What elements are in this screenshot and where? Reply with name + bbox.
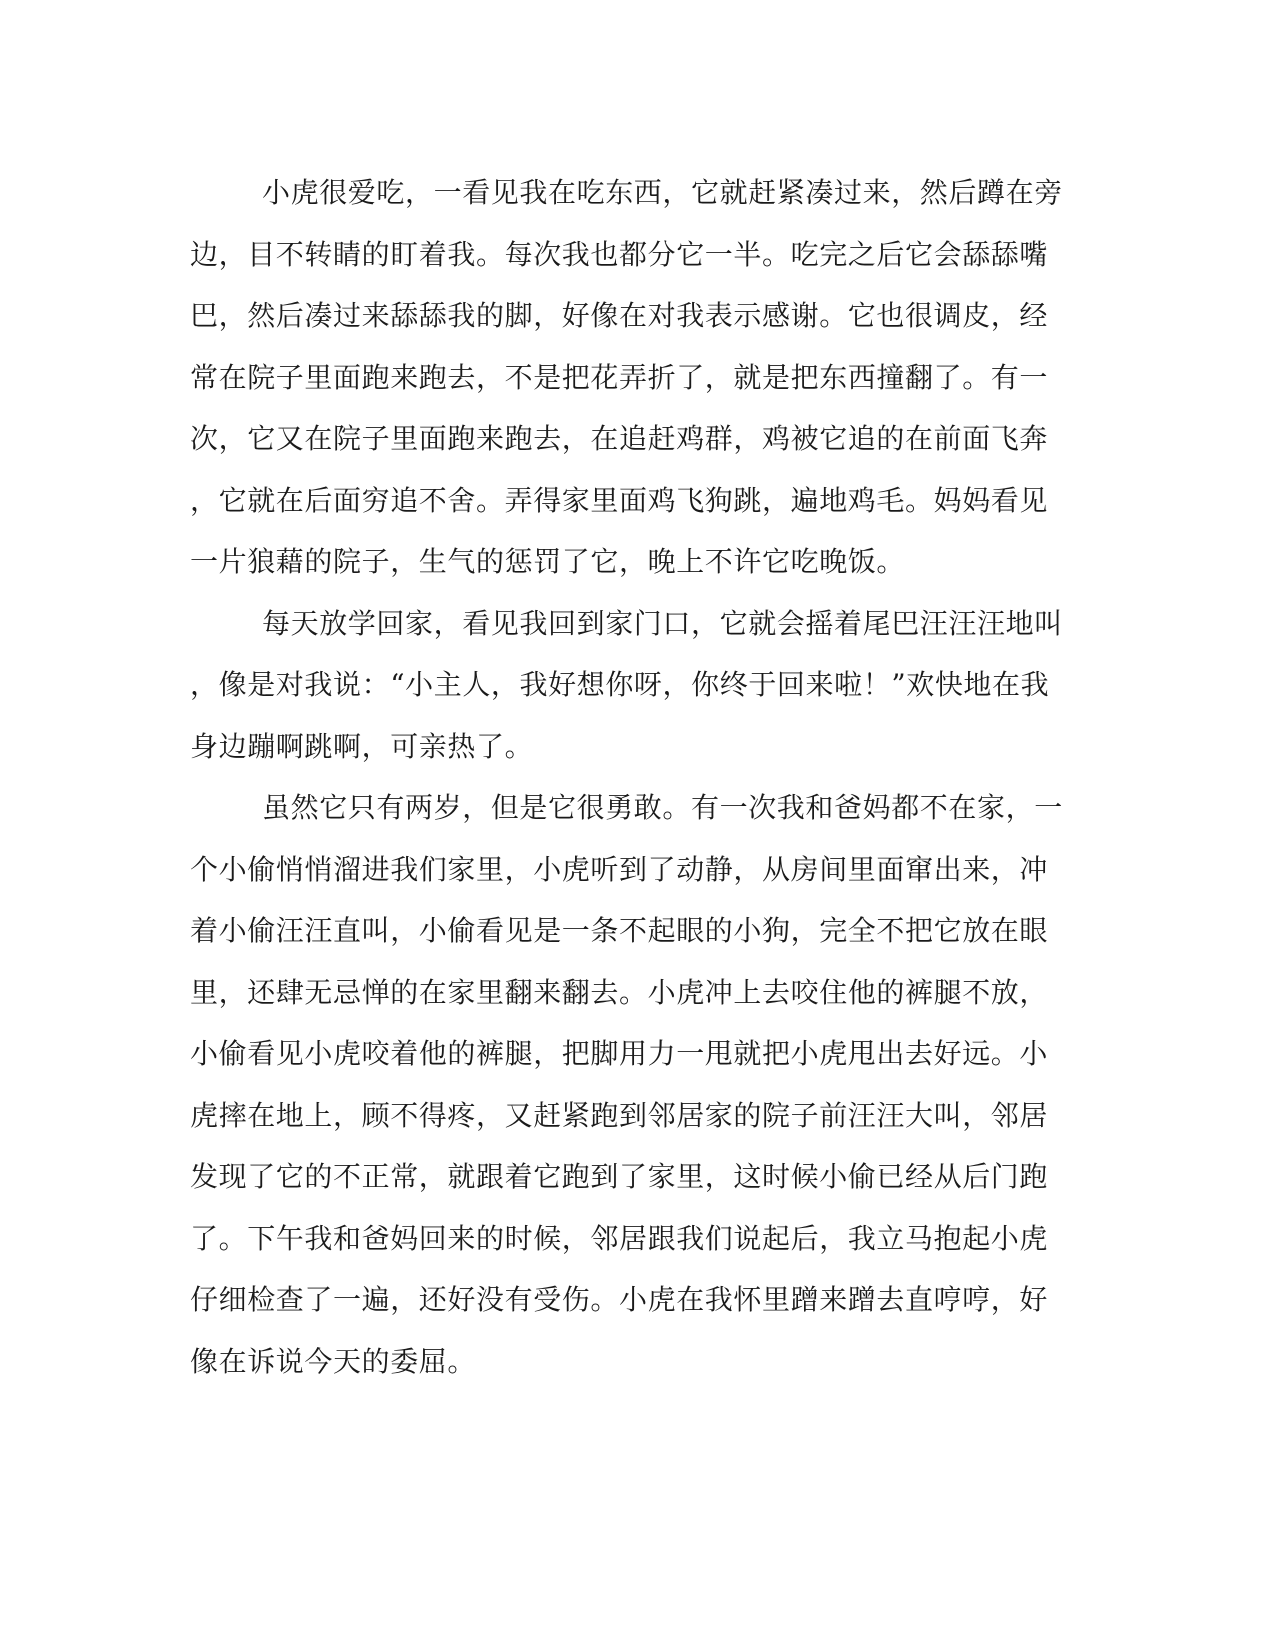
text-line: 小偷看见小虎咬着他的裤腿，把脚用力一甩就把小虎甩出去好远。小 [190, 1037, 1049, 1070]
text-line: 发现了它的不正常，就跟着它跑到了家里，这时候小偷已经从后门跑 [190, 1160, 1049, 1193]
text-line: 一片狼藉的院子，生气的惩罚了它，晚上不许它吃晚饭。 [190, 545, 906, 578]
text-line: 仔细检查了一遍，还好没有受伤。小虎在我怀里蹭来蹭去直哼哼，好 [190, 1283, 1049, 1316]
text-line: 着小偷汪汪直叫，小偷看见是一条不起眼的小狗，完全不把它放在眼 [190, 914, 1049, 947]
paragraph-3 [190, 777, 1070, 1392]
text-line: 边，目不转睛的盯着我。每次我也都分它一半。吃完之后它会舔舔嘴 [190, 237, 1049, 271]
text-line: 小虎很爱吃，一看见我在吃东西，它就赶紧凑过来，然后蹲在旁 [262, 176, 1063, 209]
text-line: 里，还肆无忌惮的在家里翻来翻去。小虎冲上去咬住他的裤腿不放， [190, 975, 1049, 1009]
document-body [190, 162, 1070, 1392]
paragraph-2 [190, 593, 1070, 778]
text-line: ，它就在后面穷追不舍。弄得家里面鸡飞狗跳，遍地鸡毛。妈妈看见 [190, 483, 1049, 517]
text-line: ，像是对我说：“小主人，我好想你呀，你终于回来啦！”欢快地在我 [190, 668, 1050, 701]
text-line: 常在院子里面跑来跑去，不是把花弄折了，就是把东西撞翻了。有一 [190, 360, 1049, 394]
text-line: 个小偷悄悄溜进我们家里，小虎听到了动静，从房间里面窜出来，冲 [190, 852, 1049, 886]
text-line: 像在诉说今天的委屈。 [190, 1344, 477, 1378]
text-line: 身边蹦啊跳啊，可亲热了。 [190, 729, 534, 763]
text-line: 次，它又在院子里面跑来跑去，在追赶鸡群，鸡被它追的在前面飞奔 [190, 422, 1049, 455]
text-line: 了。下午我和爸妈回来的时候，邻居跟我们说起后，我立马抱起小虎 [190, 1221, 1049, 1255]
text-line: 虎摔在地上，顾不得疼，又赶紧跑到邻居家的院子前汪汪大叫，邻居 [190, 1098, 1049, 1132]
text-line: 巴，然后凑过来舔舔我的脚，好像在对我表示感谢。它也很调皮，经 [190, 299, 1049, 332]
paragraph-1 [190, 162, 1070, 593]
text-line: 每天放学回家，看见我回到家门口，它就会摇着尾巴汪汪汪地叫 [262, 606, 1063, 640]
text-line: 虽然它只有两岁，但是它很勇敢。有一次我和爸妈都不在家，一 [262, 791, 1063, 824]
